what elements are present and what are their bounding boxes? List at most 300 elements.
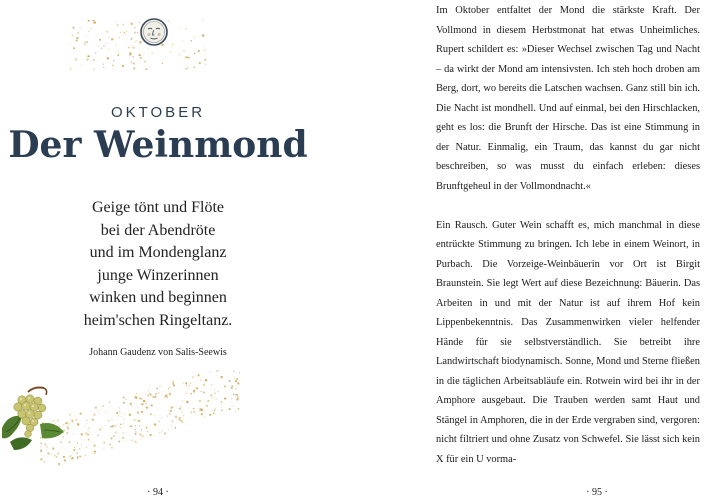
gold-dust-speck — [141, 411, 143, 413]
gold-dust-speck — [150, 394, 152, 396]
gold-dust-speck — [87, 430, 88, 431]
gold-dust-speck — [146, 406, 148, 408]
gold-dust-speck — [203, 383, 206, 386]
gold-dust-speck — [75, 58, 78, 61]
gold-dust-speck — [134, 425, 136, 427]
gold-dust-speck — [120, 427, 122, 429]
gold-dust-speck — [126, 30, 128, 32]
gold-dust-speck — [183, 50, 185, 52]
gold-dust-speck — [155, 393, 156, 394]
gold-dust-speck — [93, 444, 95, 446]
gold-dust-speck — [186, 424, 187, 425]
gold-dust-speck — [237, 382, 240, 385]
gold-dust-speck — [133, 46, 135, 48]
gold-dust-speck — [211, 384, 212, 385]
gold-dust-speck — [84, 44, 86, 46]
gold-dust-speck — [134, 441, 136, 443]
gold-dust-speck — [96, 35, 97, 36]
gold-dust-speck — [185, 68, 187, 70]
gold-dust-speck — [130, 403, 132, 405]
gold-dust-speck — [167, 397, 169, 399]
gold-dust-speck — [234, 379, 235, 380]
gold-dust-speck — [141, 429, 142, 430]
gold-dust-speck — [199, 62, 201, 64]
gold-dust-speck — [103, 67, 104, 68]
gold-dust-speck — [103, 45, 105, 47]
gold-dust-speck — [172, 383, 174, 385]
gold-dust-speck — [164, 396, 166, 398]
paragraph: Ein Rausch. Guter Wein schafft es, mich manchmal in diese entrückte Stimmung zu bringen. Ich lebe in einem Weinort, in Purbach. Die Vorzeige-Weinbäuerin vor Ort ist Birgit Braunstein. Sie legt Wert auf diese Bezeichnung: Bäuerin. Das Arbeiten in und mit der Natur ist auf ihrem Hof kein Lippenbekenntnis. Das Zusammenwirken vieler helfender Hände für sie selbstverständlich. Sie betreibt ihre Landwirtschaft biodynamisch. Sonne, Mond und Sterne fließen in die täglichen Arbeitsabläufe ein. Rotwein wird bei ihr in der Amphore ausgebaut. Die Trauben werden samt Haut und Stängel in Amphoren, die in der Erde vergraben sind, vergoren: nicht filtriert und ohne Zusatz von Schwefel. Sie lässt sich kein X für ein U vorma- — [436, 219, 700, 465]
gold-dust-speck — [135, 433, 137, 435]
gold-dust-speck — [77, 32, 79, 34]
gold-dust-speck — [71, 32, 72, 33]
gold-dust-speck — [199, 410, 201, 412]
gold-dust-speck — [154, 415, 155, 416]
gold-dust-speck — [170, 51, 171, 52]
poem-line: junge Winzerinnen — [97, 266, 219, 284]
gold-dust-speck — [83, 42, 85, 44]
gold-dust-speck — [124, 32, 125, 33]
gold-dust-speck — [199, 400, 201, 402]
gold-dust-speck — [71, 442, 72, 443]
gold-dust-speck — [115, 439, 116, 440]
gold-dust-speck — [236, 385, 237, 386]
gold-dust-speck — [170, 410, 172, 412]
gold-dust-speck — [136, 40, 137, 41]
gold-dust-speck — [187, 67, 189, 69]
poem-line: bei der Abendröte — [100, 221, 216, 239]
gold-dust-speck — [196, 387, 197, 388]
gold-dust-speck — [115, 431, 117, 433]
gold-dust-speck — [95, 407, 97, 409]
gold-dust-speck — [239, 372, 240, 374]
gold-dust-speck — [132, 47, 133, 48]
gold-dust-speck — [199, 408, 200, 409]
gold-dust-speck — [229, 380, 230, 381]
gold-dust-speck — [122, 24, 124, 26]
gold-dust-speck — [220, 401, 222, 403]
gold-dust-speck — [214, 409, 215, 410]
gold-dust-speck — [194, 37, 195, 38]
gold-dust-speck — [164, 432, 166, 434]
gold-dust-speck — [191, 412, 193, 414]
gold-dust-speck — [122, 65, 124, 67]
gold-dust-speck — [86, 41, 89, 44]
gold-dust-speck — [235, 394, 237, 396]
body-text — [436, 1, 700, 469]
gold-dust-speck — [169, 413, 171, 415]
gold-dust-speck — [154, 423, 156, 425]
gold-dust-speck — [221, 409, 223, 411]
gold-dust-speck — [186, 56, 188, 58]
gold-dust-speck — [108, 49, 109, 50]
gold-dust-speck — [133, 56, 134, 57]
gold-dust-speck — [182, 400, 183, 401]
gold-dust-speck — [123, 423, 124, 424]
gold-dust-speck — [134, 32, 136, 34]
gold-dust-speck — [203, 391, 205, 393]
gold-dust-speck — [215, 408, 216, 409]
gold-dust-speck — [233, 370, 235, 372]
poem-line: Geige tönt und Flöte — [92, 199, 224, 216]
gold-dust-speck — [84, 426, 85, 427]
gold-dust-speck — [186, 385, 187, 386]
gold-dust-speck — [88, 55, 90, 57]
gold-dust-speck — [221, 404, 222, 405]
gold-dust-speck — [179, 54, 180, 55]
gold-dust-speck — [237, 396, 239, 398]
gold-dust-speck — [234, 377, 235, 378]
gold-dust-speck — [106, 31, 108, 33]
gold-dust-speck — [138, 48, 139, 49]
gold-dust-speck — [200, 408, 202, 410]
gold-dust-speck — [150, 434, 152, 436]
gold-dust-speck — [230, 387, 232, 389]
gold-dust-speck — [158, 392, 159, 393]
gold-dust-speck — [147, 394, 149, 396]
gold-dust-speck — [123, 397, 125, 399]
gold-dust-speck — [217, 391, 218, 392]
gold-dust-speck — [224, 398, 226, 400]
gold-dust-speck — [137, 411, 138, 412]
gold-dust-speck — [131, 405, 132, 406]
poem — [0, 197, 316, 332]
gold-dust-speck — [198, 374, 200, 376]
gold-dust-speck — [188, 57, 190, 59]
gold-dust-speck — [188, 385, 190, 387]
gold-dust-speck — [202, 34, 204, 36]
gold-dust-speck — [86, 447, 87, 448]
gold-dust-speck — [204, 45, 205, 46]
gold-dust-speck — [139, 54, 141, 56]
gold-dust-speck — [122, 432, 124, 434]
gold-dust-speck — [131, 38, 133, 40]
gold-dust-speck — [93, 21, 94, 22]
gold-dust-speck — [70, 44, 71, 46]
gold-dust-speck — [73, 47, 75, 49]
gold-dust-speck — [151, 52, 153, 54]
gold-dust-speck — [92, 20, 94, 21]
gold-dust-speck — [81, 433, 84, 436]
gold-dust-speck — [216, 375, 217, 376]
right-page — [352, 0, 704, 504]
gold-dust-speck — [193, 67, 194, 68]
gold-dust-speck — [77, 423, 79, 425]
gold-dust-bottom — [40, 370, 240, 480]
gold-dust-speck — [236, 378, 238, 380]
gold-dust-speck — [204, 410, 205, 411]
gold-dust-speck — [58, 463, 60, 465]
gold-dust-speck — [118, 415, 119, 416]
gold-dust-speck — [116, 412, 118, 414]
chapter-title: Der Weinmond — [8, 124, 308, 166]
gold-dust-speck — [73, 433, 74, 434]
gold-dust-speck — [198, 50, 200, 52]
gold-dust-speck — [169, 393, 172, 396]
gold-dust-speck — [212, 410, 213, 411]
gold-dust-speck — [64, 459, 66, 461]
gold-dust-speck — [192, 390, 193, 391]
gold-dust-speck — [71, 457, 74, 460]
gold-dust-speck — [97, 435, 99, 437]
gold-dust-speck — [63, 456, 65, 458]
gold-dust-speck — [118, 51, 119, 52]
gold-dust-speck — [72, 27, 74, 29]
gold-dust-speck — [230, 402, 231, 403]
gold-dust-speck — [135, 41, 136, 42]
gold-dust-speck — [99, 414, 100, 415]
gold-dust-speck — [69, 458, 70, 459]
gold-dust-speck — [152, 396, 154, 398]
gold-dust-speck — [145, 69, 147, 70]
gold-dust-speck — [210, 394, 212, 396]
gold-dust-speck — [125, 441, 126, 442]
gold-dust-speck — [160, 385, 161, 386]
gold-dust-speck — [179, 407, 181, 409]
gold-dust-speck — [229, 408, 231, 410]
gold-dust-speck — [112, 64, 114, 66]
gold-dust-speck — [101, 426, 102, 427]
gold-dust-speck — [110, 426, 112, 428]
gold-dust-speck — [86, 420, 87, 421]
gold-dust-speck — [40, 458, 43, 461]
gold-dust-speck — [107, 67, 108, 68]
gold-dust-speck — [212, 398, 213, 399]
gold-dust-speck — [214, 392, 216, 394]
gold-dust-speck — [135, 419, 136, 420]
gold-dust-speck — [92, 441, 93, 442]
gold-dust-speck — [117, 54, 119, 56]
gold-dust-speck — [88, 30, 90, 32]
gold-dust-speck — [136, 393, 137, 394]
gold-dust-speck — [151, 404, 153, 406]
month-label: OKTOBER — [110, 104, 206, 121]
gold-dust-speck — [56, 456, 57, 457]
gold-dust-speck — [94, 451, 96, 453]
gold-dust-speck — [133, 67, 135, 69]
gold-dust-speck — [207, 400, 209, 402]
gold-dust-speck — [77, 456, 79, 458]
gold-dust-speck — [205, 379, 207, 381]
gold-dust-speck — [93, 59, 95, 61]
gold-dust-speck — [175, 416, 177, 418]
gold-dust-speck — [115, 425, 117, 427]
gold-dust-speck — [234, 406, 235, 407]
gold-dust-speck — [204, 59, 206, 61]
gold-dust-speck — [167, 416, 168, 417]
gold-dust-speck — [115, 45, 116, 46]
gold-dust-speck — [81, 27, 82, 28]
gold-dust-speck — [138, 420, 141, 423]
gold-dust-speck — [44, 461, 45, 462]
gold-dust-speck — [95, 52, 96, 53]
gold-dust-speck — [113, 60, 115, 62]
gold-dust-speck — [103, 63, 105, 65]
gold-dust-speck — [113, 435, 115, 437]
gold-dust-speck — [143, 400, 146, 403]
gold-dust-speck — [195, 48, 196, 49]
gold-dust-speck — [172, 381, 174, 383]
gold-dust-speck — [90, 411, 91, 412]
gold-dust-speck — [75, 419, 77, 421]
gold-dust-speck — [183, 415, 184, 416]
gold-dust-speck — [86, 58, 88, 60]
gold-dust-speck — [86, 423, 87, 424]
gold-dust-speck — [192, 377, 194, 379]
gold-dust-speck — [236, 398, 238, 400]
gold-dust-speck — [180, 406, 181, 407]
gold-dust-speck — [123, 418, 125, 420]
gold-dust-speck — [69, 456, 70, 457]
gold-dust-speck — [190, 383, 191, 384]
gold-dust-speck — [77, 443, 78, 444]
gold-dust-speck — [204, 417, 205, 418]
gold-dust-speck — [172, 420, 174, 422]
gold-dust-speck — [107, 57, 109, 59]
gold-dust-speck — [76, 40, 78, 42]
gold-dust-speck — [72, 35, 74, 37]
gold-dust-speck — [205, 64, 206, 65]
gold-dust-speck — [122, 437, 124, 439]
gold-dust-speck — [233, 393, 235, 395]
gold-dust-speck — [71, 420, 73, 422]
gold-dust-speck — [99, 39, 101, 41]
gold-dust-speck — [126, 399, 127, 400]
gold-dust-speck — [123, 402, 124, 403]
gold-dust-speck — [140, 439, 141, 440]
gold-dust-speck — [171, 36, 172, 37]
gold-dust-speck — [79, 28, 80, 29]
gold-dust-speck — [195, 388, 196, 389]
gold-dust-speck — [79, 456, 81, 458]
gold-dust-speck — [119, 37, 120, 38]
gold-dust-speck — [103, 448, 104, 449]
gold-dust-speck — [109, 401, 110, 402]
gold-dust-speck — [186, 401, 189, 404]
moon-face-icon — [139, 17, 169, 47]
gold-dust-speck — [148, 390, 149, 391]
gold-dust-speck — [124, 413, 125, 414]
gold-dust-speck — [93, 414, 95, 416]
gold-dust-speck — [88, 439, 90, 441]
gold-dust-speck — [144, 60, 146, 62]
grape-vine-illustration — [0, 384, 70, 456]
gold-dust-speck — [89, 444, 90, 445]
gold-dust-speck — [146, 427, 148, 429]
gold-dust-speck — [134, 27, 136, 29]
gold-dust-speck — [172, 44, 173, 45]
gold-dust-speck — [178, 418, 180, 420]
gold-dust-speck — [118, 440, 120, 442]
gold-dust-speck — [85, 36, 86, 37]
gold-dust-speck — [193, 408, 195, 410]
gold-dust-speck — [76, 450, 77, 451]
gold-dust-speck — [134, 429, 135, 430]
gold-dust-speck — [134, 396, 136, 398]
gold-dust-speck — [182, 412, 183, 413]
gold-dust-speck — [139, 433, 141, 435]
gold-dust-speck — [85, 455, 86, 456]
gold-dust-speck — [190, 393, 192, 395]
gold-dust-speck — [156, 388, 158, 390]
gold-dust-speck — [120, 32, 121, 33]
gold-dust-speck — [220, 376, 222, 378]
gold-dust-speck — [201, 391, 202, 392]
gold-dust-speck — [234, 372, 235, 373]
gold-dust-speck — [81, 444, 82, 445]
gold-dust-speck — [179, 420, 180, 421]
gold-dust-speck — [90, 28, 91, 29]
gold-dust-speck — [221, 407, 222, 408]
gold-dust-speck — [97, 46, 98, 47]
gold-dust-speck — [80, 64, 81, 65]
gold-dust-speck — [168, 429, 169, 430]
gold-dust-speck — [119, 411, 121, 413]
gold-dust-speck — [150, 413, 152, 415]
gold-dust-speck — [79, 413, 81, 415]
gold-dust-speck — [162, 430, 163, 431]
gold-dust-speck — [125, 34, 126, 35]
gold-dust-speck — [143, 67, 144, 68]
gold-dust-speck — [130, 425, 132, 427]
gold-dust-speck — [185, 393, 186, 394]
gold-dust-speck — [147, 48, 148, 49]
gold-dust-speck — [78, 37, 79, 38]
gold-dust-speck — [73, 449, 75, 451]
gold-dust-speck — [132, 62, 134, 64]
page-number-right: · 95 · — [586, 487, 608, 498]
gold-dust-speck — [101, 47, 103, 49]
page-number-left: · 94 · — [147, 487, 169, 498]
gold-dust-speck — [111, 69, 112, 70]
gold-dust-speck — [216, 398, 217, 399]
gold-dust-speck — [200, 379, 201, 380]
gold-dust-speck — [112, 419, 113, 420]
gold-dust-speck — [224, 385, 226, 387]
gold-dust-speck — [105, 43, 106, 44]
gold-dust-speck — [209, 414, 211, 416]
poem-line: und im Mondenglanz — [89, 244, 227, 261]
gold-dust-speck — [79, 448, 80, 449]
gold-dust-speck — [209, 372, 210, 373]
gold-dust-speck — [70, 68, 71, 70]
gold-dust-speck — [238, 408, 240, 410]
gold-dust-speck — [206, 401, 207, 402]
gold-dust-speck — [182, 40, 183, 41]
gold-dust-speck — [128, 47, 130, 49]
gold-dust-speck — [103, 442, 105, 444]
gold-dust-speck — [231, 406, 232, 407]
gold-dust-speck — [172, 406, 174, 408]
gold-dust-speck — [235, 411, 236, 412]
gold-dust-speck — [129, 54, 131, 56]
gold-dust-speck — [85, 432, 88, 435]
gold-dust-speck — [129, 414, 131, 416]
gold-dust-speck — [76, 452, 78, 454]
gold-dust-speck — [76, 37, 77, 38]
gold-dust-speck — [193, 411, 194, 412]
gold-dust-speck — [131, 61, 133, 63]
gold-dust-speck — [141, 435, 144, 438]
gold-dust-speck — [231, 398, 232, 399]
gold-dust-speck — [169, 387, 171, 389]
gold-dust-speck — [99, 429, 101, 431]
gold-dust-speck — [140, 57, 142, 59]
poem-line: heim'schen Ringeltanz. — [83, 311, 233, 329]
paragraph: Im Oktober entfaltet der Mond die stärkste Kraft. Der Vollmond in diesem Herbstmonat hat etwas Unheimliches. Rupert schildert es: »Dieser Wechsel zwischen Tag und Nacht – da wirkt der Mond am intensivsten. Ich steh hoch droben am Berg, dort, wo bereits die Latschen wachsen. Ganz still bin ich. Die Nacht ist mondhell. Und auf einmal, bei den Hirschlacken, geht es los: die Brunft der Hirsche. Das ist eine Stimmung in der Natur. Einmalig, ein Traum, das kannst du gar nicht beschreiben, so was musst du einfach erleben: dieses Brunftgeheul in der Vollmondnacht.« — [436, 5, 700, 192]
gold-dust-speck — [159, 432, 160, 433]
gold-dust-speck — [135, 431, 136, 432]
